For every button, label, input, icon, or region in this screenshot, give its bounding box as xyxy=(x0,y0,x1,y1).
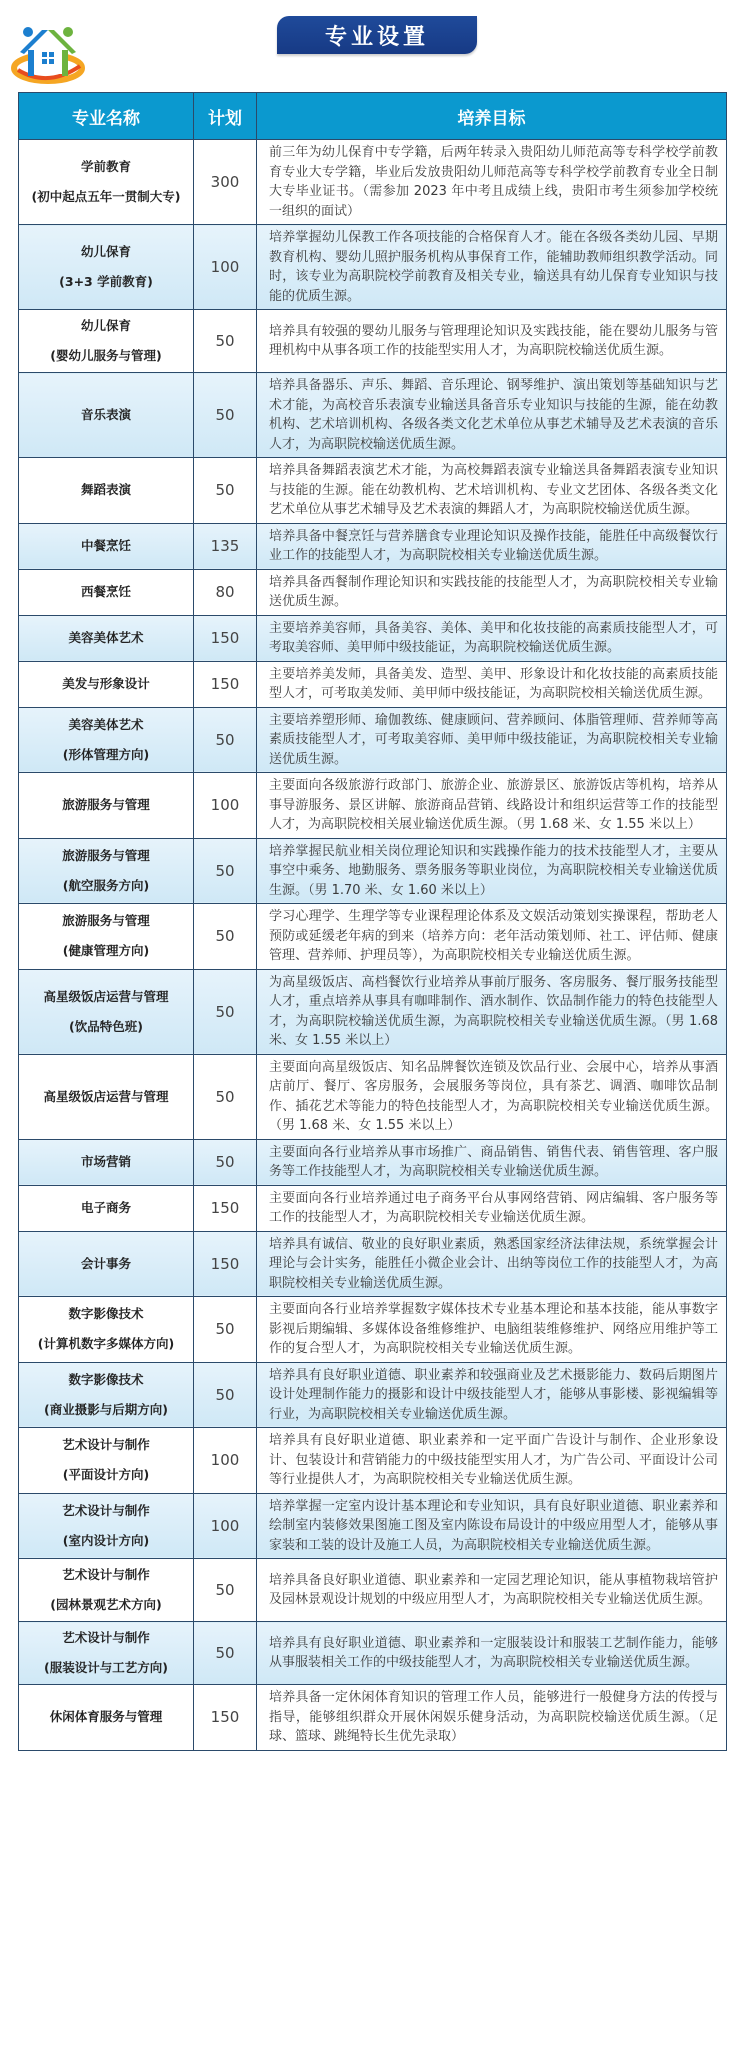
major-direction: (婴幼儿服务与管理) xyxy=(50,348,162,363)
school-logo-icon xyxy=(8,18,88,86)
major-name: 休闲体育服务与管理 xyxy=(49,1709,163,1725)
training-goal: 培养掌握幼儿保教工作各项技能的合格保育人才。能在各级各类幼儿园、早期教育机构、婴幼儿照护服务机构从事保育工作，能辅助教师组织教学活动。同时，该专业为高职院校学前教育及相关专业，输送具有幼儿保育专业知识与技能的优质生源。 xyxy=(257,225,727,310)
plan-count: 50 xyxy=(194,1139,257,1185)
major-name-cell xyxy=(19,310,194,373)
training-goal: 培养具有良好职业道德、职业素养和一定平面广告设计与制作、企业形象设计、包装设计和营销能力的中级技能型实用人才，为广告公司、平面设计公司等行业提供人才，为高职院校相关专业输送优质生源。 xyxy=(257,1428,727,1494)
plan-count: 150 xyxy=(194,1231,257,1297)
major-direction: (平面设计方向) xyxy=(62,1467,150,1483)
major-name: 艺术设计与制作 xyxy=(62,1502,150,1518)
table-header-row xyxy=(19,93,727,140)
major-name-cell xyxy=(19,225,194,310)
column-header-plan: 计划 xyxy=(194,93,257,140)
training-goal: 培养具备一定休闲体育知识的管理工作人员，能够进行一般健身方法的传授与指导，能够组织群众开展休闲娱乐健身活动，为高职院校输送优质生源。（足球、篮球、跳绳特长生优先录取） xyxy=(257,1685,727,1751)
plan-count: 135 xyxy=(194,523,257,569)
major-name: 美容美体艺术 xyxy=(68,630,144,645)
major-direction: (园林景观艺术方向) xyxy=(50,1597,162,1612)
table-row xyxy=(19,1139,727,1185)
major-name: 美发与形象设计 xyxy=(62,676,150,691)
major-direction: (航空服务方向) xyxy=(62,877,150,893)
plan-count: 100 xyxy=(194,1428,257,1494)
plan-count: 80 xyxy=(194,569,257,615)
major-direction: (服装设计与工艺方向) xyxy=(44,1660,168,1675)
plan-count: 50 xyxy=(194,1362,257,1428)
table-row xyxy=(19,661,727,707)
training-goal: 主要面向各行业培养从事市场推广、商品销售、销售代表、销售管理、客户服务等工作技能型人才，为高职院校相关专业输送优质生源。 xyxy=(257,1139,727,1185)
plan-count: 50 xyxy=(194,904,257,970)
training-goal: 主要面向各行业培养掌握数字媒体技术专业基本理论和基本技能，能从事数字影视后期编辑、多媒体设备维修维护、电脑组装维修维护、网络应用维护等工作的复合型人才，为高职院校相关专业输送优质生源。 xyxy=(257,1297,727,1363)
plan-count: 50 xyxy=(194,707,257,773)
training-goal: 培养掌握民航业相关岗位理论知识和实践操作能力的技术技能型人才，主要从事空中乘务、地勤服务、票务服务等职业岗位，为高职院校相关专业输送优质生源。（男 1.70 米、女 1.60 米以上） xyxy=(257,838,727,904)
plan-count: 150 xyxy=(194,615,257,661)
training-goal: 学习心理学、生理学等专业课程理论体系及文娱活动策划实操课程，帮助老人预防或延缓老年病的到来（培养方向：老年活动策划师、社工、评估师、健康管理、营养师、护理员等），为高职院校相关专业输送优质生源。 xyxy=(257,904,727,970)
major-name-cell xyxy=(19,615,194,661)
major-name: 学前教育 xyxy=(80,159,131,174)
plan-count: 50 xyxy=(194,969,257,1054)
major-name-cell xyxy=(19,661,194,707)
major-direction: (室内设计方向) xyxy=(62,1532,150,1548)
major-name: 电子商务 xyxy=(80,1200,131,1215)
major-name-cell xyxy=(19,773,194,839)
table-row xyxy=(19,1231,727,1297)
major-name-cell xyxy=(19,1185,194,1231)
plan-count: 50 xyxy=(194,1297,257,1363)
training-goal: 培养具有较强的婴幼儿服务与管理理论知识及实践技能，能在婴幼儿服务与管理机构中从事各项工作的技能型实用人才，为高职院校输送优质生源。 xyxy=(257,310,727,373)
plan-count: 50 xyxy=(194,458,257,524)
major-name-cell xyxy=(19,1362,194,1428)
major-name-cell xyxy=(19,373,194,458)
major-name-cell xyxy=(19,1054,194,1139)
page-title: 专业设置 xyxy=(277,16,477,54)
major-name: 美容美体艺术 xyxy=(68,716,144,732)
major-name-cell xyxy=(19,569,194,615)
plan-count: 100 xyxy=(194,1493,257,1559)
major-name-cell xyxy=(19,1139,194,1185)
major-direction: (健康管理方向) xyxy=(62,943,150,959)
major-name-cell xyxy=(19,140,194,225)
major-name: 艺术设计与制作 xyxy=(62,1630,150,1645)
major-direction: (饮品特色班) xyxy=(69,1018,143,1034)
table-row xyxy=(19,1428,727,1494)
major-name-cell xyxy=(19,1231,194,1297)
plan-count: 50 xyxy=(194,838,257,904)
table-row xyxy=(19,458,727,524)
training-goal: 培养具备良好职业道德、职业素养和一定园艺理论知识，能从事植物栽培管护及园林景观设计规划的中级应用型人才，为高职院校相关专业输送优质生源。 xyxy=(257,1559,727,1622)
table-row xyxy=(19,569,727,615)
table-row xyxy=(19,615,727,661)
major-name: 艺术设计与制作 xyxy=(62,1567,150,1582)
major-name: 数字影像技术 xyxy=(68,1371,144,1387)
major-name: 旅游服务与管理 xyxy=(62,913,150,929)
table-row xyxy=(19,1685,727,1751)
major-name-cell xyxy=(19,1685,194,1751)
major-name: 会计事务 xyxy=(80,1255,131,1271)
training-goal: 主要面向各级旅游行政部门、旅游企业、旅游景区、旅游饭店等机构，培养从事导游服务、景区讲解、旅游商品营销、线路设计和组织运营等工作的技能型人才，为高职院校相关展业输送优质生源。（男 1.68 米、女 1.55 米以上） xyxy=(257,773,727,839)
training-goal: 主要面向各行业培养通过电子商务平台从事网络营销、网店编辑、客户服务等工作的技能型人才，为高职院校相关专业输送优质生源。 xyxy=(257,1185,727,1231)
major-name-cell xyxy=(19,1428,194,1494)
table-row xyxy=(19,1362,727,1428)
major-direction: (形体管理方向) xyxy=(62,746,150,762)
major-direction: (计算机数字多媒体方向) xyxy=(37,1336,175,1352)
table-row xyxy=(19,1622,727,1685)
major-name: 数字影像技术 xyxy=(68,1306,144,1322)
plan-count: 50 xyxy=(194,1054,257,1139)
major-name-cell xyxy=(19,1559,194,1622)
table-row xyxy=(19,707,727,773)
training-goal: 主要培养美发师，具备美发、造型、美甲、形象设计和化妆技能的高素质技能型人才，可考取美发师、美甲师中级技能证，为高职院校相关输送优质生源。 xyxy=(257,661,727,707)
major-name: 幼儿保育 xyxy=(80,318,131,333)
table-row xyxy=(19,1185,727,1231)
major-name: 舞蹈表演 xyxy=(80,482,131,498)
training-goal: 培养掌握一定室内设计基本理论和专业知识，具有良好职业道德、职业素养和绘制室内装修效果图施工图及室内陈设布局设计的中级应用型人才，能够从事家装和工装的设计及施工人员，为高职院校相关专业输送优质生源。 xyxy=(257,1493,727,1559)
major-name-cell xyxy=(19,1297,194,1363)
training-goal: 培养具有良好职业道德、职业素养和较强商业及艺术摄影能力、数码后期图片设计处理制作能力的摄影和设计中级技能型人才，能够从事影楼、影视编辑等行业，为高职院校相关专业输送优质生源。 xyxy=(257,1362,727,1428)
major-name: 市场营销 xyxy=(80,1154,131,1169)
table-row xyxy=(19,838,727,904)
major-direction: (初中起点五年一贯制大专) xyxy=(31,189,181,204)
major-name-cell xyxy=(19,969,194,1054)
training-goal: 主要面向高星级饭店、知名品牌餐饮连锁及饮品行业、会展中心，培养从事酒店前厅、餐厅、客房服务，会展服务等岗位，具有茶艺、调酒、咖啡饮品制作、插花艺术等能力的特色技能型人才，为高职院校相关专业输送优质生源。（男 1.68 米、女 1.55 米以上） xyxy=(257,1054,727,1139)
plan-count: 50 xyxy=(194,1622,257,1685)
table-row xyxy=(19,1559,727,1622)
table-row xyxy=(19,969,727,1054)
training-goal: 前三年为幼儿保育中专学籍，后两年转录入贵阳幼儿师范高等专科学校学前教育专业大专学籍，毕业后发放贵阳幼儿师范高等专科学校学前教育专业全日制大专毕业证书。（需参加 2023 年中考且成绩上线，贵阳市考生须参加学校统一组织的面试） xyxy=(257,140,727,225)
major-name: 旅游服务与管理 xyxy=(62,847,150,863)
major-direction: (3+3 学前教育) xyxy=(59,274,153,289)
column-header-goal: 培养目标 xyxy=(257,93,727,140)
table-row xyxy=(19,904,727,970)
table-row xyxy=(19,773,727,839)
training-goal: 培养具备舞蹈表演艺术才能，为高校舞蹈表演专业输送具备舞蹈表演专业知识与技能的生源。能在幼教机构、艺术培训机构、专业文艺团体、各级各类文化艺术单位从事艺术辅导及艺术表演的舞蹈人才，为高职院校输送优质生源。 xyxy=(257,458,727,524)
plan-count: 50 xyxy=(194,310,257,373)
major-name-cell xyxy=(19,1493,194,1559)
plan-count: 50 xyxy=(194,1559,257,1622)
training-goal: 培养具有良好职业道德、职业素养和一定服装设计和服装工艺制作能力，能够从事服装相关工作的中级技能型人才，为高职院校相关专业输送优质生源。 xyxy=(257,1622,727,1685)
training-goal: 主要培养美容师，具备美容、美体、美甲和化妆技能的高素质技能型人才，可考取美容师、美甲师中级技能证，为高职院校输送优质生源。 xyxy=(257,615,727,661)
major-name: 高星级饭店运营与管理 xyxy=(43,1088,169,1104)
plan-count: 50 xyxy=(194,373,257,458)
major-name: 艺术设计与制作 xyxy=(62,1437,150,1453)
training-goal: 培养具备中餐烹饪与营养膳食专业理论知识及操作技能，能胜任中高级餐饮行业工作的技能型人才，为高职院校相关专业输送优质生源。 xyxy=(257,523,727,569)
training-goal: 为高星级饭店、高档餐饮行业培养从事前厅服务、客房服务、餐厅服务技能型人才，重点培养从事具有咖啡制作、酒水制作、饮品制作能力的特色技能型人才，为高职院校输送优质生源，为高职院校相关专业输送优质生源。（男 1.68 米、女 1.55 米以上） xyxy=(257,969,727,1054)
training-goal: 主要培养塑形师、瑜伽教练、健康顾问、营养顾问、体脂管理师、营养师等高素质技能型人才，可考取美容师、美甲师中级技能证，为高职院校相关专业输送优质生源。 xyxy=(257,707,727,773)
major-name: 西餐烹饪 xyxy=(80,584,131,599)
major-name-cell xyxy=(19,523,194,569)
training-goal: 培养具有诚信、敬业的良好职业素质，熟悉国家经济法律法规，系统掌握会计理论与会计实务，能胜任小微企业会计、出纳等岗位工作的技能型人才，为高职院校相关专业输送优质生源。 xyxy=(257,1231,727,1297)
majors-table xyxy=(18,92,727,1751)
table-row xyxy=(19,1493,727,1559)
major-name-cell xyxy=(19,1622,194,1685)
major-name-cell xyxy=(19,838,194,904)
major-name: 旅游服务与管理 xyxy=(62,797,150,813)
plan-count: 100 xyxy=(194,773,257,839)
table-row xyxy=(19,310,727,373)
table-row xyxy=(19,1297,727,1363)
training-goal: 培养具备器乐、声乐、舞蹈、音乐理论、钢琴维护、演出策划等基础知识与艺术才能，为高校音乐表演专业输送具备音乐专业知识与技能的生源，能在幼教机构、艺术培训机构、各级各类文化艺术单位从事艺术辅导及艺术表演的音乐人才，为高职院校输送优质生源。 xyxy=(257,373,727,458)
major-direction: (商业摄影与后期方向) xyxy=(44,1401,168,1417)
major-name-cell xyxy=(19,904,194,970)
table-row xyxy=(19,373,727,458)
training-goal: 培养具备西餐制作理论知识和实践技能的技能型人才，为高职院校相关专业输送优质生源。 xyxy=(257,569,727,615)
plan-count: 100 xyxy=(194,225,257,310)
plan-count: 150 xyxy=(194,1685,257,1751)
plan-count: 150 xyxy=(194,1185,257,1231)
major-name: 音乐表演 xyxy=(80,407,131,422)
table-row xyxy=(19,523,727,569)
plan-count: 150 xyxy=(194,661,257,707)
major-name: 高星级饭店运营与管理 xyxy=(43,988,169,1004)
column-header-name: 专业名称 xyxy=(19,93,194,140)
table-row xyxy=(19,1054,727,1139)
major-name: 幼儿保育 xyxy=(80,244,131,259)
plan-count: 300 xyxy=(194,140,257,225)
major-name-cell xyxy=(19,707,194,773)
table-row xyxy=(19,140,727,225)
major-name: 中餐烹饪 xyxy=(80,538,131,553)
major-name-cell xyxy=(19,458,194,524)
table-row xyxy=(19,225,727,310)
